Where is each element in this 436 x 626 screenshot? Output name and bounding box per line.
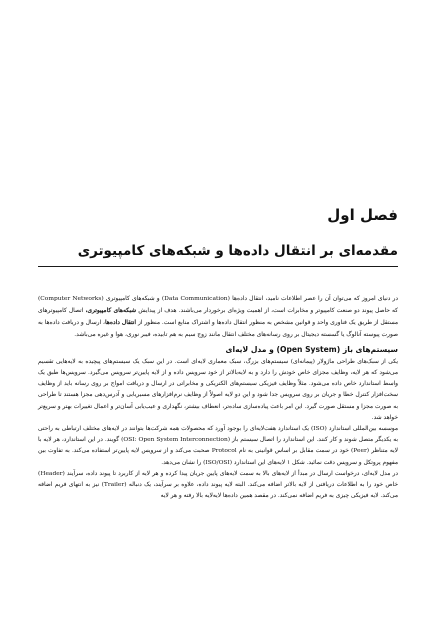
section-heading-fa: سیستم‌های باز <box>342 344 398 354</box>
body-text <box>38 294 398 502</box>
intro-paragraph <box>38 294 398 341</box>
intro-term-computer-networks: (Computer Networks) <box>38 296 104 302</box>
intro-bold-data-transfer: انتقال داده‌ها <box>104 319 137 327</box>
chapter-label: فصل اول <box>327 206 398 224</box>
chapter-title: مقدمه‌ای بر انتقال داده‌ها و شبکه‌های کامپیوتری <box>77 243 398 259</box>
title-divider <box>38 266 398 267</box>
section-heading <box>38 344 398 356</box>
intro-term-data-communication: (Data Communication) <box>161 296 230 302</box>
intro-text-1: در دنیای امروز که می‌توان آن را عصر اطلاعات نامید، انتقال داده‌ها <box>232 296 399 302</box>
osi-text-1: موسسه بین‌المللی استاندارد (ISO) یک استاندارد هفت‌لایه‌ای را بوجود آورد که محصولات همه شرکت‌ها بتوانند در لایه‌های مختلف ارتباطی به راحتی به یکدیگر متصل شوند و کار کنند. این استاندارد را اتصال سیستم باز <box>38 426 398 444</box>
section-heading-en: (Open System) <box>276 344 341 354</box>
section-heading-tail: و مدل لایه‌ای <box>225 344 274 354</box>
section-paragraph-2 <box>38 424 398 469</box>
intro-text-2: و شبکه‌های کامپیوتری <box>105 296 160 302</box>
osi-term: (OSI: Open System Interconnection) <box>121 437 231 444</box>
intro-text-5: ، ارسال و دریافت داده‌ها به صورت پیوسته آنالوگ یا گسسته دیجیتال بر روی رسانه‌های مختلف انتقال مانند زوج سیم به هم تابیده، فیبر نوری، هوا و غیره می‌باشد. <box>38 320 398 338</box>
intro-text-4: اتصال کامپیوترهای مستقل از طریق یک فناوری واحد و قوانین مشخص به منظور انتقال داده‌ها و اشتراک منابع است. منظور از <box>38 308 399 327</box>
osi-text-2: گویند. در این استاندارد، هر لایه با لایه متناظر (Peer) خود در سمت مقابل بر اساس قوانینی به نام Protocol صحبت می‌کند و از سرویس لایه پایین‌تر استفاده می‌کند. به تفاوت بین مفهوم پروتکل و سرویس دقت نمائید. شکل ۱ لایه‌های این استاندارد (ISO/OSI) را نشان می‌دهد. <box>38 437 398 466</box>
section-paragraph-1: یکی از سبک‌های طراحی ماژولار (پیمانه‌ای) سیستم‌های بزرگ، سبک معماری لایه‌ای است. در این سبک یک سیستم‌های پیچیده به لایه‌هایی تقسیم می‌شود که هر لایه، وظایف مجزای خاص خودش را دارد و به لایه‌بالاتر از خود سرویس داده و از لایه پایین‌تر سرویس می‌گیرد. سرویس‌ها طبق یک واسط استاندارد خاص داده می‌شود. مثلاً وظایف فیزیکی سیستم‌های الکتریکی و مخابراتی در ارسال و دریافت امواج بر روی رسانه باید از وظایف سخت‌افزار کنترل خطا و جریان بر روی سرویس جدا شود و این دو لایه اصولاً از وظایف نرم‌افزارهای مسیریابی و آدرس‌دهی مجزا هستند تا طراحی به صورت مجزا و مستقل صورت گیرد. این امر باعث پیاده‌سازی ساده‌تر، انعطاف بیشتر، نگهداری و عیب‌یابی آسان‌تر و اعمال تغییرات بهتر و سریع‌تر خواهد شد. <box>37 358 398 421</box>
intro-bold-networks: شبکه‌های کامپیوتری، <box>85 307 137 315</box>
section-paragraph-3: در مدل لایه‌ای، درخواست ارسال در مبدأ از لایه‌های بالا به سمت لایه‌های پایین جریان پیدا کرده و هر لایه از کاربرد تا پیوند داده، سرآیند (Header) خاص خود را به اطلاعات دریافتی از لایه بالاتر اضافه می‌کند. البته لایه پیوند داده، علاوه بر سرآیند، یک دنباله (Trailer) نیز به انتهای فریم اضافه می‌کند. لایه فیزیکی چیزی به فریم اضافه نمی‌کند. در مقصد همین داده‌ها لایه‌لایه بالا رفته و هر لایه <box>38 470 398 500</box>
intro-text-3: که حاصل پیوند دو صنعت کامپیوتر و مخابرات است، از اهمیت ویژه‌ای برخوردار می‌باشند. هدف از پیدایش <box>138 308 398 315</box>
